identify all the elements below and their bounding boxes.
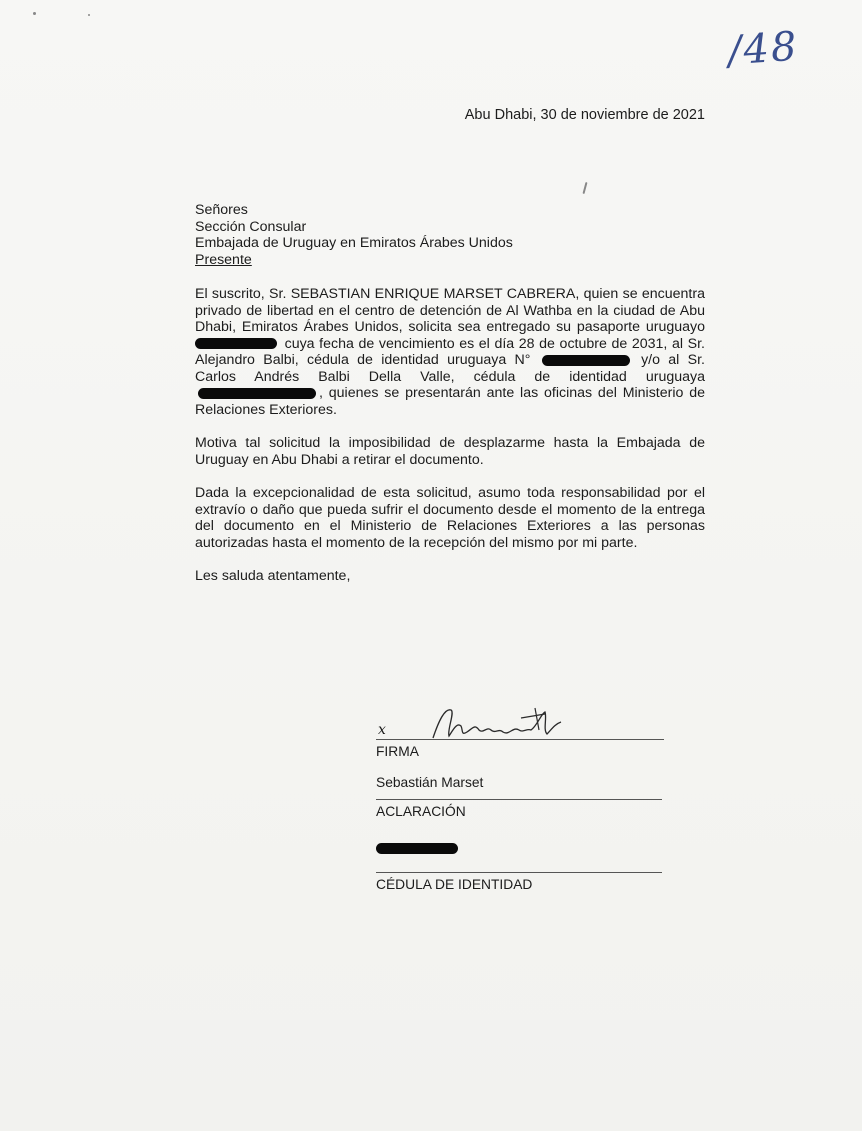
redaction-passport-number: [195, 338, 277, 349]
paragraph-1-part-c: y/o al Sr. Carlos Andrés Balbi Della Valle, cédula de identidad uruguaya: [195, 352, 705, 385]
scan-speck: [88, 14, 90, 16]
signature-x-mark: x: [378, 722, 386, 738]
scan-speck: [582, 182, 587, 194]
redaction-id-number-1: [542, 355, 630, 366]
paragraph-3: Dada la excepcionalidad de esta solicitud, asumo toda responsabilidad por el extravío o daño que pueda sufrir el documento desde el momento de la entrega del documento en el Ministerio de Relaciones Exteriores a las personas autorizadas hasta el momento de la recepción del mismo por mi parte.: [195, 485, 705, 551]
cedula-label: CÉDULA DE IDENTIDAD: [376, 877, 533, 892]
addressee-line-4: Presente: [195, 251, 252, 268]
addressee-block: [195, 202, 705, 268]
paragraph-1-part-a: El suscrito, Sr. SEBASTIAN ENRIQUE MARSET CABRERA, quien se encuentra privado de libertad en el centro de detención de Al Wathba en la ciudad de Abu Dhabi, Emiratos Árabes Unidos, solicita sea entregado su pasaporte uruguayo: [195, 286, 705, 335]
cedula-line: [376, 871, 662, 873]
scan-speck: [33, 12, 36, 15]
letter-body: [195, 286, 705, 602]
aclaracion-label: ACLARACIÓN: [376, 804, 466, 819]
firma-line: [376, 738, 664, 740]
firma-section: [376, 738, 666, 759]
date-line: Abu Dhabi, 30 de noviembre de 2021: [464, 107, 705, 123]
redaction-id-number-2: [198, 388, 316, 399]
aclaracion-line: [376, 798, 662, 800]
paragraph-1-part-b: cuya fecha de vencimiento es el día 28 de octubre de 2031, al Sr. Alejandro Balbi, cédula de identidad uruguaya N°: [195, 335, 705, 368]
paragraph-1-part-d: , quienes se presentarán ante las oficinas del Ministerio de Relaciones Exteriores.: [195, 385, 705, 418]
firma-label: FIRMA: [376, 744, 419, 759]
paragraph-1: [195, 286, 705, 418]
cedula-section: [376, 840, 666, 892]
closing-line: Les saluda atentamente,: [195, 568, 351, 584]
handwritten-folio-number: /48: [726, 23, 800, 75]
addressee-line-3: Embajada de Uruguay en Emiratos Árabes Unidos: [195, 235, 513, 251]
redaction-cedula-number: [376, 843, 458, 854]
aclaracion-section: [376, 775, 666, 819]
addressee-line-1: Señores: [195, 202, 248, 218]
paragraph-2: Motiva tal solicitud la imposibilidad de desplazarme hasta la Embajada de Uruguay en Abu Dhabi a retirar el documento.: [195, 435, 705, 468]
printed-name: Sebastián Marset: [376, 775, 484, 790]
addressee-line-2: Sección Consular: [195, 218, 307, 235]
